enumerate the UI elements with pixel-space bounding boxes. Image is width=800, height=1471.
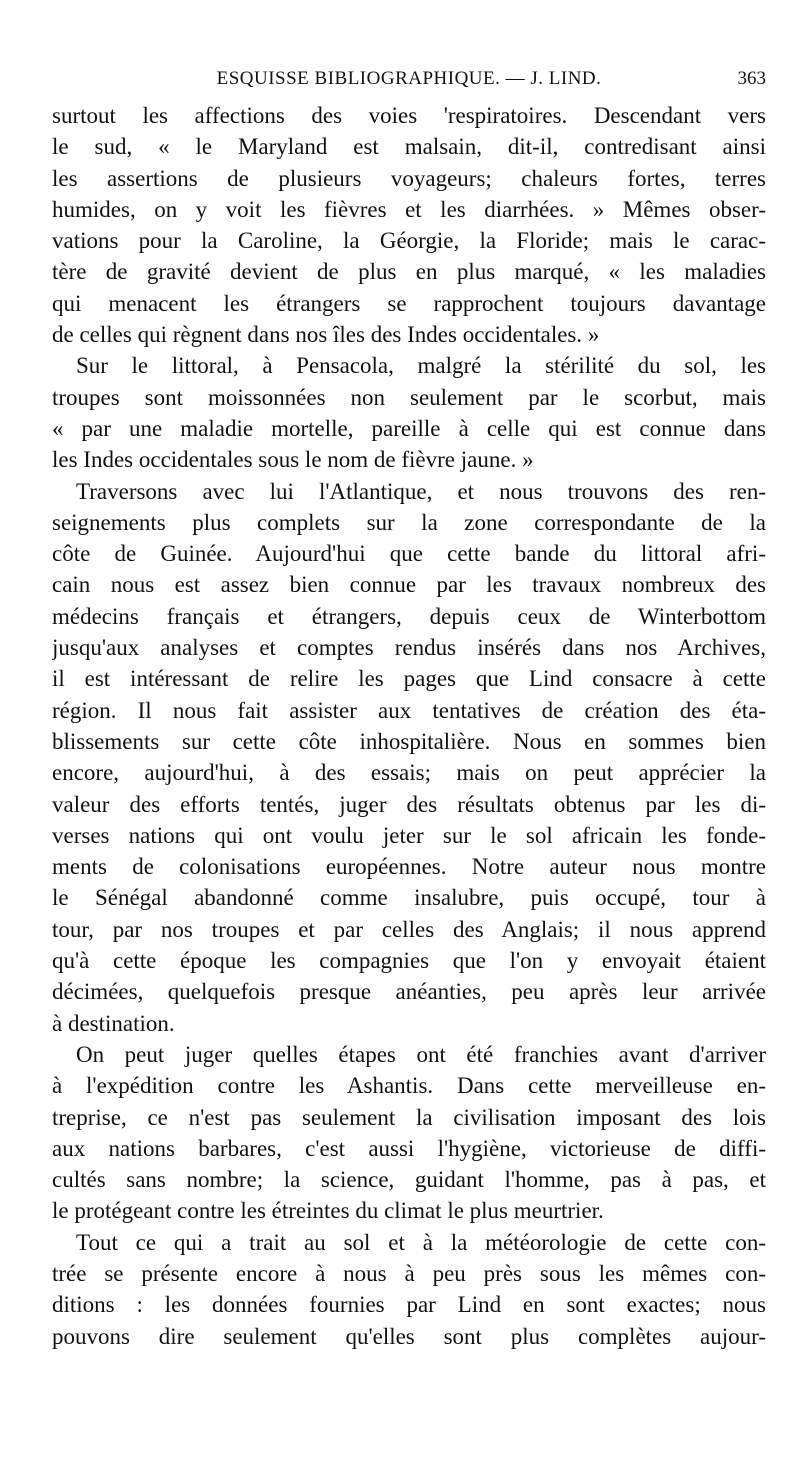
- text-line: de celles qui règnent dans nos îles des Indes occidentales. »: [52, 322, 600, 348]
- text-line: ments de colonisations européennes. Notre auteur nous montre: [52, 854, 766, 880]
- text-line: Tout ce qui a trait au sol et à la météorologie de cette con-: [76, 1229, 766, 1255]
- text-line: seignements plus complets sur la zone correspondante de la: [52, 509, 766, 535]
- text-line: le Sénégal abandonné comme insalubre, puis occupé, tour à: [52, 885, 766, 911]
- text-line: humides, on y voit les fièvres et les diarrhées. » Mêmes obser-: [52, 196, 766, 222]
- text-line: qu'à cette époque les compagnies que l'on y envoyait étaient: [52, 948, 766, 974]
- text-line: troupes sont moissonnées non seulement par le scorbut, mais: [52, 384, 766, 410]
- text-line: décimées, quelquefois presque anéanties, peu après leur arrivée: [52, 979, 766, 1005]
- text-line: verses nations qui ont voulu jeter sur le sol africain les fonde-: [52, 822, 766, 848]
- text-line: à destination.: [52, 1010, 175, 1036]
- running-head: [52, 62, 766, 92]
- text-line: côte de Guinée. Aujourd'hui que cette bande du littoral afri-: [52, 541, 766, 567]
- text-line: surtout les affections des voies 'respiratoires. Descendant vers: [52, 103, 766, 128]
- text-line: tour, par nos troupes et par celles des Anglais; il nous apprend: [52, 916, 766, 942]
- text-line: pouvons dire seulement qu'elles sont plus complètes aujour-: [52, 1323, 766, 1349]
- text-line: « par une maladie mortelle, pareille à celle qui est connue dans: [52, 415, 766, 441]
- text-line: le protégeant contre les étreintes du climat le plus meurtrier.: [52, 1198, 604, 1224]
- text-line: les assertions de plusieurs voyageurs; chaleurs fortes, terres: [52, 165, 766, 191]
- text-line: ditions : les données fournies par Lind en sont exactes; nous: [52, 1292, 766, 1318]
- text-line: région. Il nous fait assister aux tentatives de création des éta-: [52, 697, 766, 723]
- text-line: On peut juger quelles étapes ont été franchies avant d'arriver: [76, 1041, 766, 1067]
- text-line: à l'expédition contre les Ashantis. Dans cette merveilleuse en-: [52, 1073, 766, 1099]
- text-line: cultés sans nombre; la science, guidant l'homme, pas à pas, et: [52, 1167, 766, 1193]
- text-line: Traversons avec lui l'Atlantique, et nous trouvons des ren-: [76, 478, 766, 504]
- text-line: vations pour la Caroline, la Géorgie, la Floride; mais le carac-: [52, 228, 766, 254]
- text-line: cain nous est assez bien connue par les travaux nombreux des: [52, 572, 766, 598]
- text-line: tère de gravité devient de plus en plus marqué, « les maladies: [52, 259, 766, 285]
- text-line: médecins français et étrangers, depuis ceux de Winterbottom: [52, 603, 766, 629]
- text-line: Sur le littoral, à Pensacola, malgré la stérilité du sol, les: [76, 353, 766, 379]
- text-line: blissements sur cette côte inhospitalière. Nous en sommes bien: [52, 728, 766, 754]
- text-line: aux nations barbares, c'est aussi l'hygiène, victorieuse de diffi-: [52, 1135, 766, 1161]
- text-line: trée se présente encore à nous à peu près sous les mêmes con-: [52, 1260, 766, 1286]
- text-line: encore, aujourd'hui, à des essais; mais on peut apprécier la: [52, 760, 766, 786]
- text-line: les Indes occidentales sous le nom de fièvre jaune. »: [52, 447, 534, 473]
- page-number: 363: [737, 68, 766, 89]
- text-line: qui menacent les étrangers se rapprochent toujours davantage: [52, 290, 766, 316]
- body-text: [52, 100, 766, 1352]
- text-line: treprise, ce n'est pas seulement la civilisation imposant des lois: [52, 1104, 766, 1130]
- running-title: ESQUISSE BIBLIOGRAPHIQUE. — J. LIND.: [216, 68, 602, 89]
- text-line: il est intéressant de relire les pages que Lind consacre à cette: [52, 666, 766, 692]
- text-line: le sud, « le Maryland est malsain, dit-il, contredisant ainsi: [52, 134, 766, 160]
- text-line: jusqu'aux analyses et comptes rendus insérés dans nos Archives,: [52, 635, 766, 661]
- text-line: valeur des efforts tentés, juger des résultats obtenus par les di-: [52, 791, 766, 817]
